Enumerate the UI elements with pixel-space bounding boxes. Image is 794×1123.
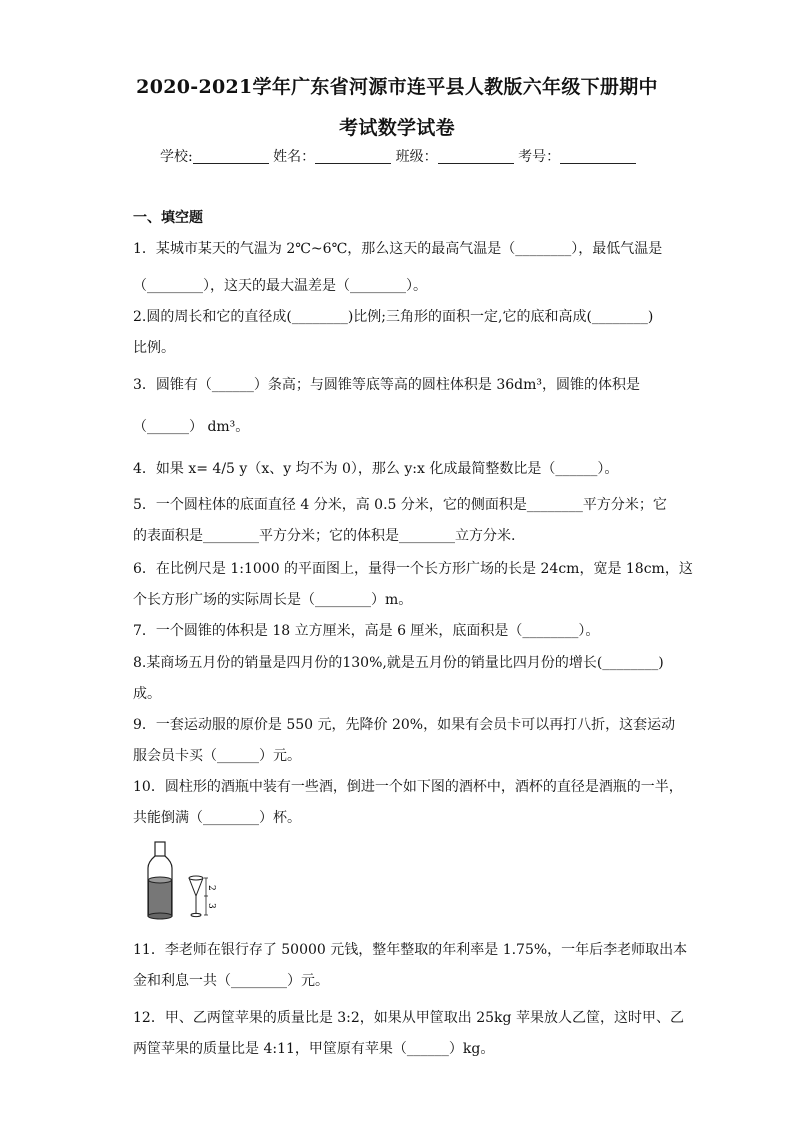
question-line: 的表面积是________平方分米；它的体积是________立方分米. [133,528,516,544]
question-line: 5．一个圆柱体的底面直径 4 分米，高 0.5 分米，它的侧面积是________平方分米；它 [133,497,667,513]
question-line: 3．圆锥有（______）条高；与圆锥等底等高的圆柱体积是 36dm³，圆锥的体积是 [133,377,641,393]
question-line: 8.某商场五月份的销量是四月份的130%,就是五月份的销量比四月份的增长(________) [133,655,664,671]
class-blank[interactable] [438,149,514,164]
question-line: 两筐苹果的质量比是 4:11，甲筐原有苹果（______）kg。 [133,1041,495,1057]
exam-no-blank[interactable] [560,149,636,164]
section-heading: 一、填空题 [133,210,203,226]
question-line: 2.圆的周长和它的直径成(________)比例;三角形的面积一定,它的底和高成(________) [133,309,654,325]
question-line: 7．一个圆锥的体积是 18 立方厘米，高是 6 厘米，底面积是（________）。 [133,623,600,639]
bottle-icon [148,842,172,919]
exam-title-line1: 2020-2021学年广东省河源市连平县人教版六年级下册期中 [136,76,658,98]
question-line: 10．圆柱形的酒瓶中装有一些酒，倒进一个如下图的酒杯中，酒杯的直径是酒瓶的一半， [133,779,683,795]
name-blank[interactable] [315,149,391,164]
question-line: 个长方形广场的实际周长是（________）m。 [133,592,413,608]
question-line: 4．如果 x= 4/5 y（x、y 均不为 0），那么 y:x 化成最简整数比是（______）。 [133,461,619,477]
question-line: 9．一套运动服的原价是 550 元，先降价 20%，如果有会员卡可以再打八折，这套运动 [133,717,676,733]
question-line: 金和利息一共（________）元。 [133,973,329,989]
question-line: 1．某城市某天的气温为 2℃~6℃，那么这天的最高气温是（________），最低气温是 [133,241,663,257]
name-label: 姓名： [273,149,316,165]
school-blank[interactable] [193,149,269,164]
question-line: 12．甲、乙两筐苹果的质量比是 3:2，如果从甲筐取出 25kg 苹果放人乙筐，这时甲、乙 [133,1010,684,1026]
student-info-row [160,146,680,166]
question-line: （______） dm³。 [133,419,250,435]
glass-height-label-3: 3 [206,903,216,909]
class-label: 班级： [395,149,438,165]
question-line: 共能倒满（________）杯。 [133,810,301,826]
exam-title-line2: 考试数学试卷 [339,117,455,139]
question-line: 6．在比例尺是 1:1000 的平面图上，量得一个长方形广场的长是 24cm，宽是 18cm，这 [133,561,693,577]
question-line: 成。 [133,686,161,702]
glass-height-label-2: 2 [206,885,216,891]
question-line: 服会员卡买（______）元。 [133,748,301,764]
bottle-and-glass-figure [140,840,220,922]
question-line: 11．李老师在银行存了 50000 元钱，整年整取的年利率是 1.75%，一年后李老师取出本 [133,942,688,958]
school-label: 学校: [160,149,193,165]
exam-no-label: 考号： [518,149,561,165]
wine-glass-icon [189,876,208,917]
question-line: （________），这天的最大温差是（________）。 [133,278,427,294]
question-line: 比例。 [133,340,175,356]
